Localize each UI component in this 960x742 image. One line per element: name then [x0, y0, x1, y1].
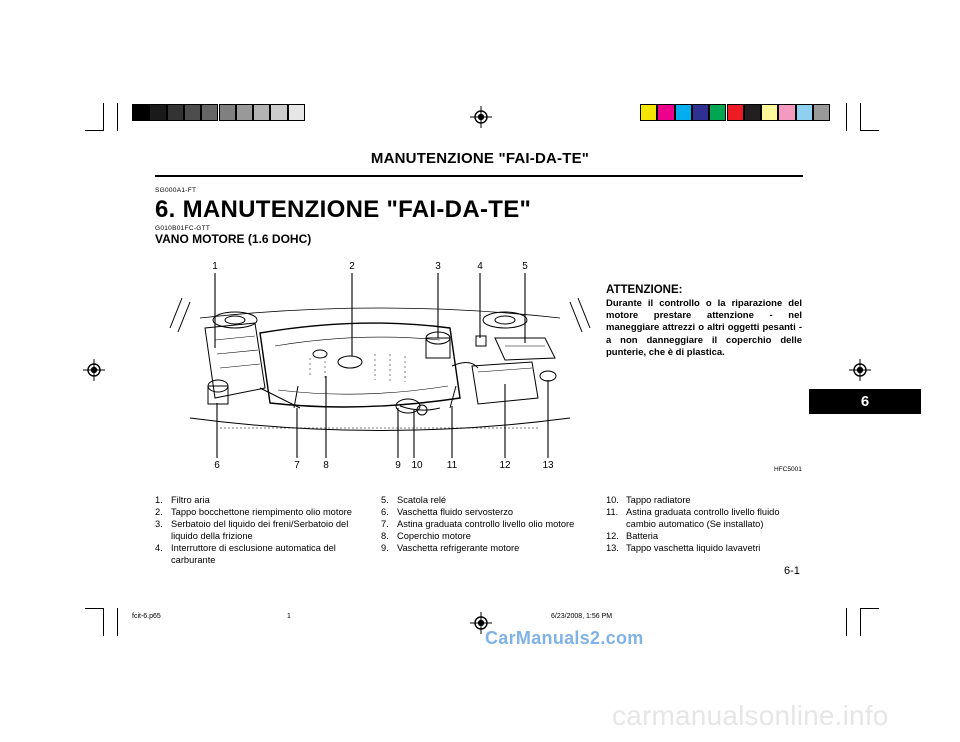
calibration-swatch	[219, 104, 236, 121]
calibration-swatch	[132, 104, 149, 121]
list-item: 4. Interruttore di esclusione automatica del carburante	[155, 543, 336, 565]
subsection-code: G010B01FC-GTT	[155, 225, 211, 232]
list-item: 3. Serbatoio del liquido dei freni/Serbatoio del liquido della frizione	[155, 519, 349, 541]
list-item: 6. Vaschetta fluido servosterzo	[381, 507, 514, 517]
list-item: 11. Astina graduata controllo livello fluido cambio automatico (Se installato)	[606, 507, 780, 529]
calibration-swatch	[167, 104, 184, 121]
warning-title: ATTENZIONE:	[606, 284, 683, 296]
list-item: 1. Filtro aria	[155, 495, 210, 505]
callout-number: 11	[446, 460, 458, 471]
list-item: 5. Scatola relé	[381, 495, 447, 505]
calibration-swatch	[709, 104, 726, 121]
callout-number: 2	[349, 261, 355, 272]
section-code: SG000A1-FT	[155, 187, 197, 194]
callout-number: 12	[499, 460, 511, 471]
calibration-swatch	[184, 104, 201, 121]
list-item: 8. Coperchio motore	[381, 531, 471, 541]
calibration-swatch	[236, 104, 253, 121]
registration-target-icon	[470, 106, 492, 128]
subsection-title: VANO MOTORE (1.6 DOHC)	[155, 232, 312, 246]
calibration-swatch	[201, 104, 218, 121]
list-item: 9. Vaschetta refrigerante motore	[381, 543, 520, 553]
callout-number: 1	[212, 261, 218, 272]
calibration-swatch	[149, 104, 166, 121]
list-item: 13. Tappo vaschetta liquido lavavetri	[606, 543, 761, 553]
legend-list-1	[155, 494, 355, 566]
callout-number: 13	[542, 460, 554, 471]
calibration-swatch	[761, 104, 778, 121]
section-title: 6. MANUTENZIONE "FAI-DA-TE"	[155, 196, 532, 223]
calibration-swatch	[675, 104, 692, 121]
calibration-swatch	[796, 104, 813, 121]
callout-number: 4	[477, 261, 483, 272]
footer-filename: fcit-6.p65	[132, 613, 161, 620]
callout-number: 9	[395, 460, 401, 471]
footer-timestamp: 6/23/2008, 1:56 PM	[551, 613, 613, 620]
site-brand-link[interactable]: CarManuals2.com	[485, 628, 644, 648]
calibration-swatch	[253, 104, 270, 121]
callout-number: 3	[435, 261, 441, 272]
list-item: 10. Tappo radiatore	[606, 495, 691, 505]
callout-number: 5	[522, 261, 528, 272]
page-number: 6-1	[784, 565, 800, 577]
legend-list-2	[381, 494, 581, 554]
running-header-title: MANUTENZIONE "FAI-DA-TE"	[370, 150, 590, 167]
chapter-tab: 6	[809, 389, 921, 414]
list-item: 7. Astina graduata controllo livello olio motore	[381, 519, 575, 529]
calibration-swatch	[744, 104, 761, 121]
callout-number: 10	[411, 460, 423, 471]
calibration-swatch	[270, 104, 287, 121]
list-item: 12. Batteria	[606, 531, 659, 541]
watermark-text: carmanualsonline.info	[612, 700, 889, 731]
calibration-swatch	[727, 104, 744, 121]
warning-text: Durante il controllo o la riparazione del motore prestare attenzione - nel maneggiare attrezzi o altri oggetti pesanti - a non danneggiare il coperchio delle punterie, che è di plastica.	[606, 298, 802, 358]
footer-page: 1	[287, 613, 291, 620]
calibration-swatch	[813, 104, 830, 121]
callout-number: 6	[214, 460, 220, 471]
callout-number: 7	[294, 460, 300, 471]
calibration-swatch	[640, 104, 657, 121]
header-rule	[155, 175, 803, 177]
registration-target-icon	[849, 359, 871, 381]
list-item: 2. Tappo bocchettone riempimento olio motore	[155, 507, 352, 517]
legend-list-3	[606, 494, 804, 554]
calibration-swatch	[778, 104, 795, 121]
calibration-swatch	[692, 104, 709, 121]
figure-code: HFC5001	[774, 466, 802, 473]
calibration-swatch	[657, 104, 674, 121]
callout-number: 8	[323, 460, 329, 471]
calibration-swatch	[288, 104, 305, 121]
registration-target-icon	[83, 359, 105, 381]
engine-bay-illustration	[160, 258, 600, 470]
